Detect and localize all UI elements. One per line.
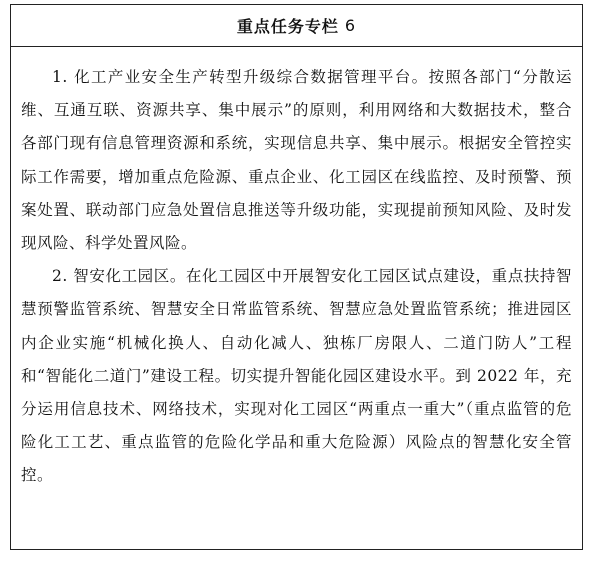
paragraph-platform: 1. 化工产业安全生产转型升级综合数据管理平台。按照各部门“分散运维、互通互联、资源共享、集中展示”的原则，利用网络和大数据技术，整合各部门现有信息管理资源和系统，实现信息共享、集中展示。根据安全管控实际工作需要，增加重点危险源、重点企业、化工园区在线监控、及时预警、预案处置、联动部门应急处置信息推送等升级功能，实现提前预知风险、及时发现风险、科学处置风险。 [21,68,572,253]
panel-number: 6 [344,16,357,35]
panel-body [11,47,582,493]
task-panel [10,4,583,550]
panel-header [11,5,582,47]
panel-title: 重点任务专栏 [236,17,339,36]
paragraph-smart-park: 2. 智安化工园区。在化工园区中开展智安化工园区试点建设，重点扶持智慧预警监管系统、智慧安全日常监管系统、智慧应急处置监管系统；推进园区内企业实施“机械化换人、自动化减人、独栋厂房限人、二道门防人”工程和“智能化二道门”建设工程。切实提升智能化园区建设水平。到 2022 年，充分运用信息技术、网络技术，实现对化工园区“两重点一重大”（重点监管的危险化工工艺、重点监管的危险化学品和重大危险源）风险点的智慧化安全管控。 [21,267,572,485]
